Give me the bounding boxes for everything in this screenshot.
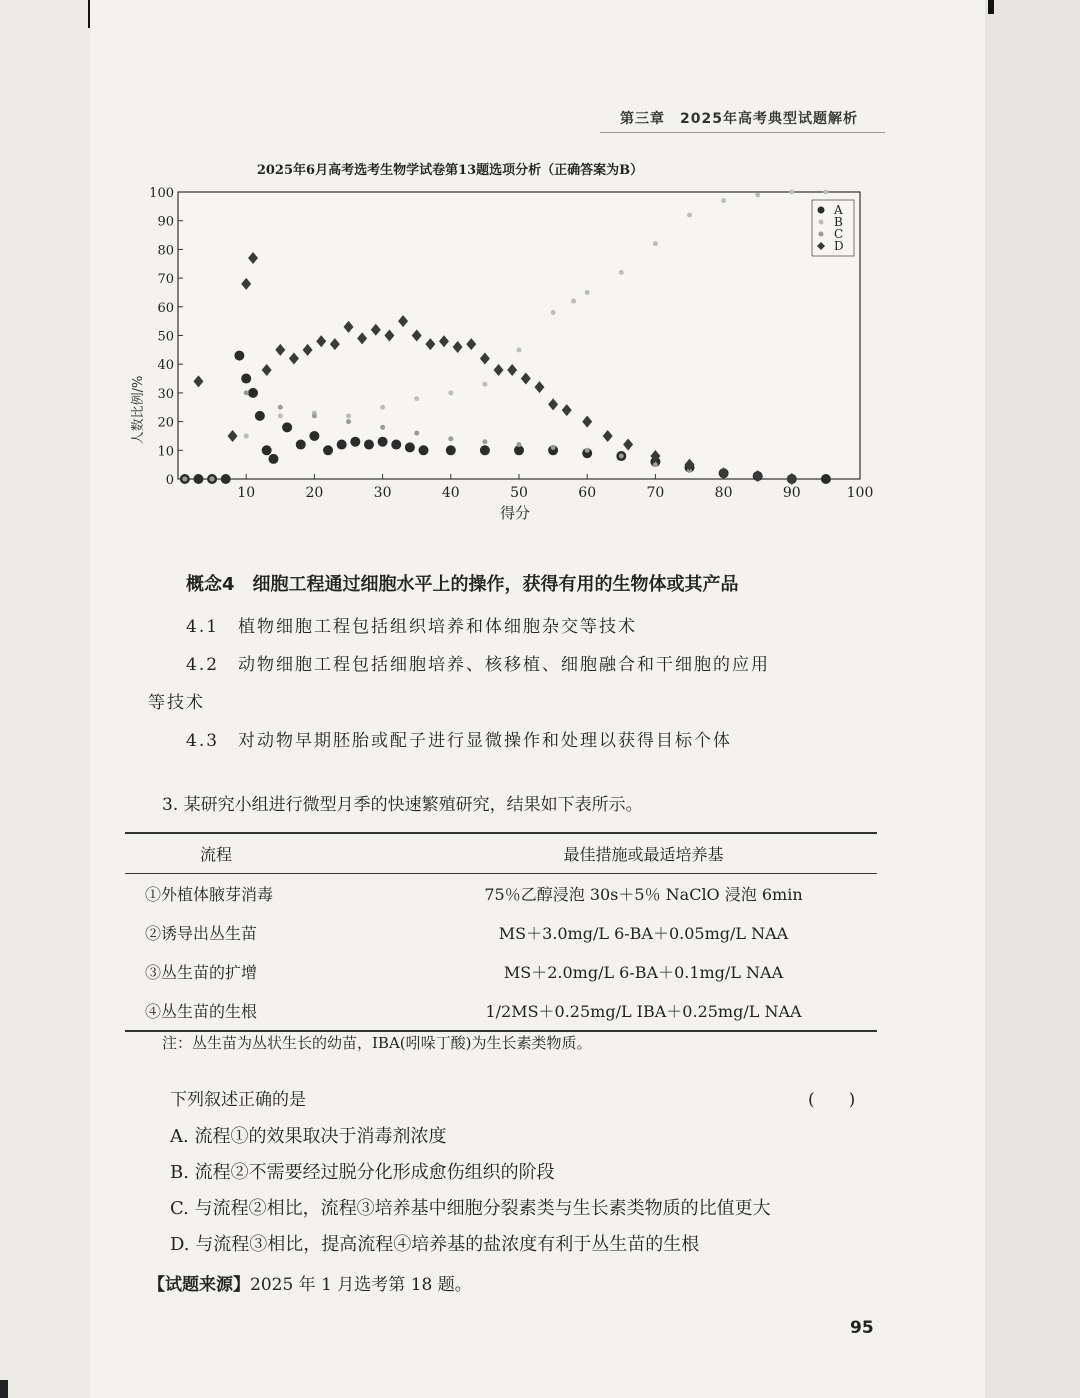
question-stem: 3. 某研究小组进行微型月季的快速繁殖研究，结果如下表所示。: [162, 795, 643, 815]
data-point-c: [619, 454, 624, 459]
table-cell: ③丛生苗的扩增: [145, 963, 258, 982]
source-text: 2025 年 1 月选考第 18 题。: [250, 1275, 472, 1295]
data-point-a: [234, 351, 244, 361]
legend-label: D: [834, 239, 844, 253]
y-tick-label: 90: [157, 214, 174, 230]
table-cell: ①外植体腋芽消毒: [145, 885, 274, 904]
data-point-a: [821, 474, 831, 484]
data-point-a: [193, 474, 203, 484]
data-point-b: [551, 310, 556, 315]
data-point-c: [653, 462, 658, 467]
y-tick-label: 60: [157, 300, 174, 316]
concept-item-continuation: 等技术: [148, 693, 205, 713]
data-point-b: [585, 290, 590, 295]
option-a: A. 流程①的效果取决于消毒剂浓度: [170, 1126, 447, 1147]
score-chart: [120, 150, 890, 530]
y-tick-label: 70: [157, 272, 174, 288]
data-point-a: [268, 454, 278, 464]
table-header: 流程: [200, 845, 233, 864]
data-point-a: [248, 388, 258, 398]
x-tick-label: 50: [510, 485, 528, 501]
x-tick-label: 20: [305, 485, 324, 501]
data-point-b: [380, 405, 385, 410]
data-point-c: [182, 477, 187, 482]
data-point-c: [380, 425, 385, 430]
y-tick-label: 40: [157, 358, 174, 374]
data-point-a: [221, 474, 231, 484]
table-cell: ④丛生苗的生根: [145, 1002, 258, 1021]
x-tick-label: 80: [714, 485, 733, 501]
legend-label: C: [834, 227, 844, 241]
data-point-a: [419, 445, 429, 455]
question-prompt: 下列叙述正确的是: [170, 1090, 306, 1110]
data-point-c: [312, 413, 317, 418]
data-point-a: [405, 442, 415, 452]
data-point-a: [350, 437, 360, 447]
data-point-c: [517, 442, 522, 447]
table-header: 最佳措施或最适培养基: [563, 845, 724, 864]
x-tick-label: 10: [237, 485, 256, 501]
data-point-a: [255, 411, 265, 421]
y-tick-label: 30: [157, 386, 174, 402]
data-point-c: [210, 477, 215, 482]
data-point-c: [585, 448, 590, 453]
data-point-a: [378, 437, 388, 447]
table-header-row: [125, 833, 877, 874]
x-tick-label: 30: [373, 485, 392, 501]
data-point-a: [241, 374, 251, 384]
data-point-c: [414, 431, 419, 436]
data-point-a: [364, 440, 374, 450]
running-header: 第三章 2025年高考典型试题解析: [620, 111, 858, 127]
data-point-b: [653, 241, 658, 246]
data-point-b: [687, 212, 692, 217]
data-point-a: [282, 422, 292, 432]
data-point-b: [448, 390, 453, 395]
data-point-a: [480, 445, 490, 455]
data-point-c: [448, 436, 453, 441]
y-tick-label: 80: [157, 243, 174, 259]
concept-item: 4.1 植物细胞工程包括组织培养和体细胞杂交等技术: [186, 617, 638, 637]
y-tick-label: 0: [165, 473, 174, 488]
table-row: [125, 913, 877, 952]
concept-heading: 概念4 细胞工程通过细胞水平上的操作，获得有用的生物体或其产品: [186, 574, 739, 595]
data-point-c: [482, 439, 487, 444]
data-point-b: [721, 198, 726, 203]
data-point-b: [571, 299, 576, 304]
table-cell: 75％乙醇浸泡 30s＋5％ NaClO 浸泡 6min: [484, 885, 803, 904]
x-axis-label: 得分: [499, 504, 531, 522]
x-tick-label: 60: [578, 485, 597, 501]
answer-blank: ( ): [808, 1090, 856, 1110]
data-point-b: [619, 270, 624, 275]
option-d: D. 与流程③相比，提高流程④培养基的盐浓度有利于丛生苗的生根: [170, 1234, 700, 1255]
plot-area: [149, 186, 873, 501]
data-point-b: [414, 396, 419, 401]
data-point-b: [346, 413, 351, 418]
page-edge: [985, 0, 1080, 1398]
table-cell: 1/2MS＋0.25mg/L IBA＋0.25mg/L NAA: [485, 1002, 802, 1021]
data-point-c: [346, 419, 351, 424]
table-row: [125, 952, 877, 991]
option-b: B. 流程②不需要经过脱分化形成愈伤组织的阶段: [170, 1162, 555, 1183]
y-tick-label: 20: [157, 415, 174, 431]
plot-frame: [178, 192, 860, 479]
data-point-a: [296, 440, 306, 450]
concept-item: 4.2 动物细胞工程包括细胞培养、核移植、细胞融合和干细胞的应用: [186, 655, 771, 675]
data-point-c: [551, 445, 556, 450]
concept-item: 4.3 对动物早期胚胎或配子进行显微操作和处理以获得目标个体: [186, 731, 733, 751]
option-c: C. 与流程②相比，流程③培养基中细胞分裂素类与生长素类物质的比值更大: [170, 1198, 771, 1219]
y-tick-label: 50: [157, 329, 174, 345]
spine-mark: [0, 1380, 8, 1398]
data-point-b: [517, 347, 522, 352]
y-axis-label: 人数比例/%: [131, 375, 146, 445]
data-point-b: [244, 433, 249, 438]
page-number: 95: [850, 1318, 874, 1338]
y-tick-label: 10: [157, 444, 174, 460]
y-tick-label: 100: [149, 186, 174, 201]
data-point-b: [482, 382, 487, 387]
table-note: 注：丛生苗为丛状生长的幼苗，IBA(吲哚丁酸)为生长素类物质。: [162, 1034, 592, 1052]
legend-marker: [818, 207, 825, 214]
data-point-c: [278, 405, 283, 410]
table-cell: ②诱导出丛生苗: [145, 924, 258, 943]
header-rule: [600, 132, 885, 133]
table-cell: MS＋3.0mg/L 6-BA＋0.05mg/L NAA: [498, 924, 789, 943]
x-tick-label: 40: [441, 485, 460, 501]
source-line: [148, 1270, 472, 1295]
data-point-a: [391, 440, 401, 450]
book-spine: [0, 0, 90, 1398]
legend-label: B: [834, 215, 843, 229]
data-point-a: [323, 445, 333, 455]
data-point-c: [244, 390, 249, 395]
data-point-b: [823, 190, 828, 195]
x-tick-label: 90: [782, 485, 801, 501]
legend-marker: [819, 220, 824, 225]
data-point-a: [262, 445, 272, 455]
data-point-b: [755, 192, 760, 197]
data-point-b: [789, 190, 794, 195]
legend-label: A: [834, 203, 843, 217]
table-cell: MS＋2.0mg/L 6-BA＋0.1mg/L NAA: [503, 963, 784, 982]
source-label: 【试题来源】: [148, 1275, 250, 1295]
data-point-a: [337, 440, 347, 450]
legend-marker: [819, 232, 824, 237]
chart-title: 2025年6月高考选考生物学试卷第13题选项分析（正确答案为B）: [256, 163, 644, 178]
x-tick-label: 70: [646, 485, 665, 501]
table-row: [125, 874, 877, 914]
x-tick-label: 100: [846, 485, 874, 501]
results-table: [125, 832, 877, 1032]
data-point-b: [278, 413, 283, 418]
table-row: [125, 991, 877, 1031]
data-point-a: [446, 445, 456, 455]
data-point-a: [309, 431, 319, 441]
edge-mark: [988, 0, 994, 14]
